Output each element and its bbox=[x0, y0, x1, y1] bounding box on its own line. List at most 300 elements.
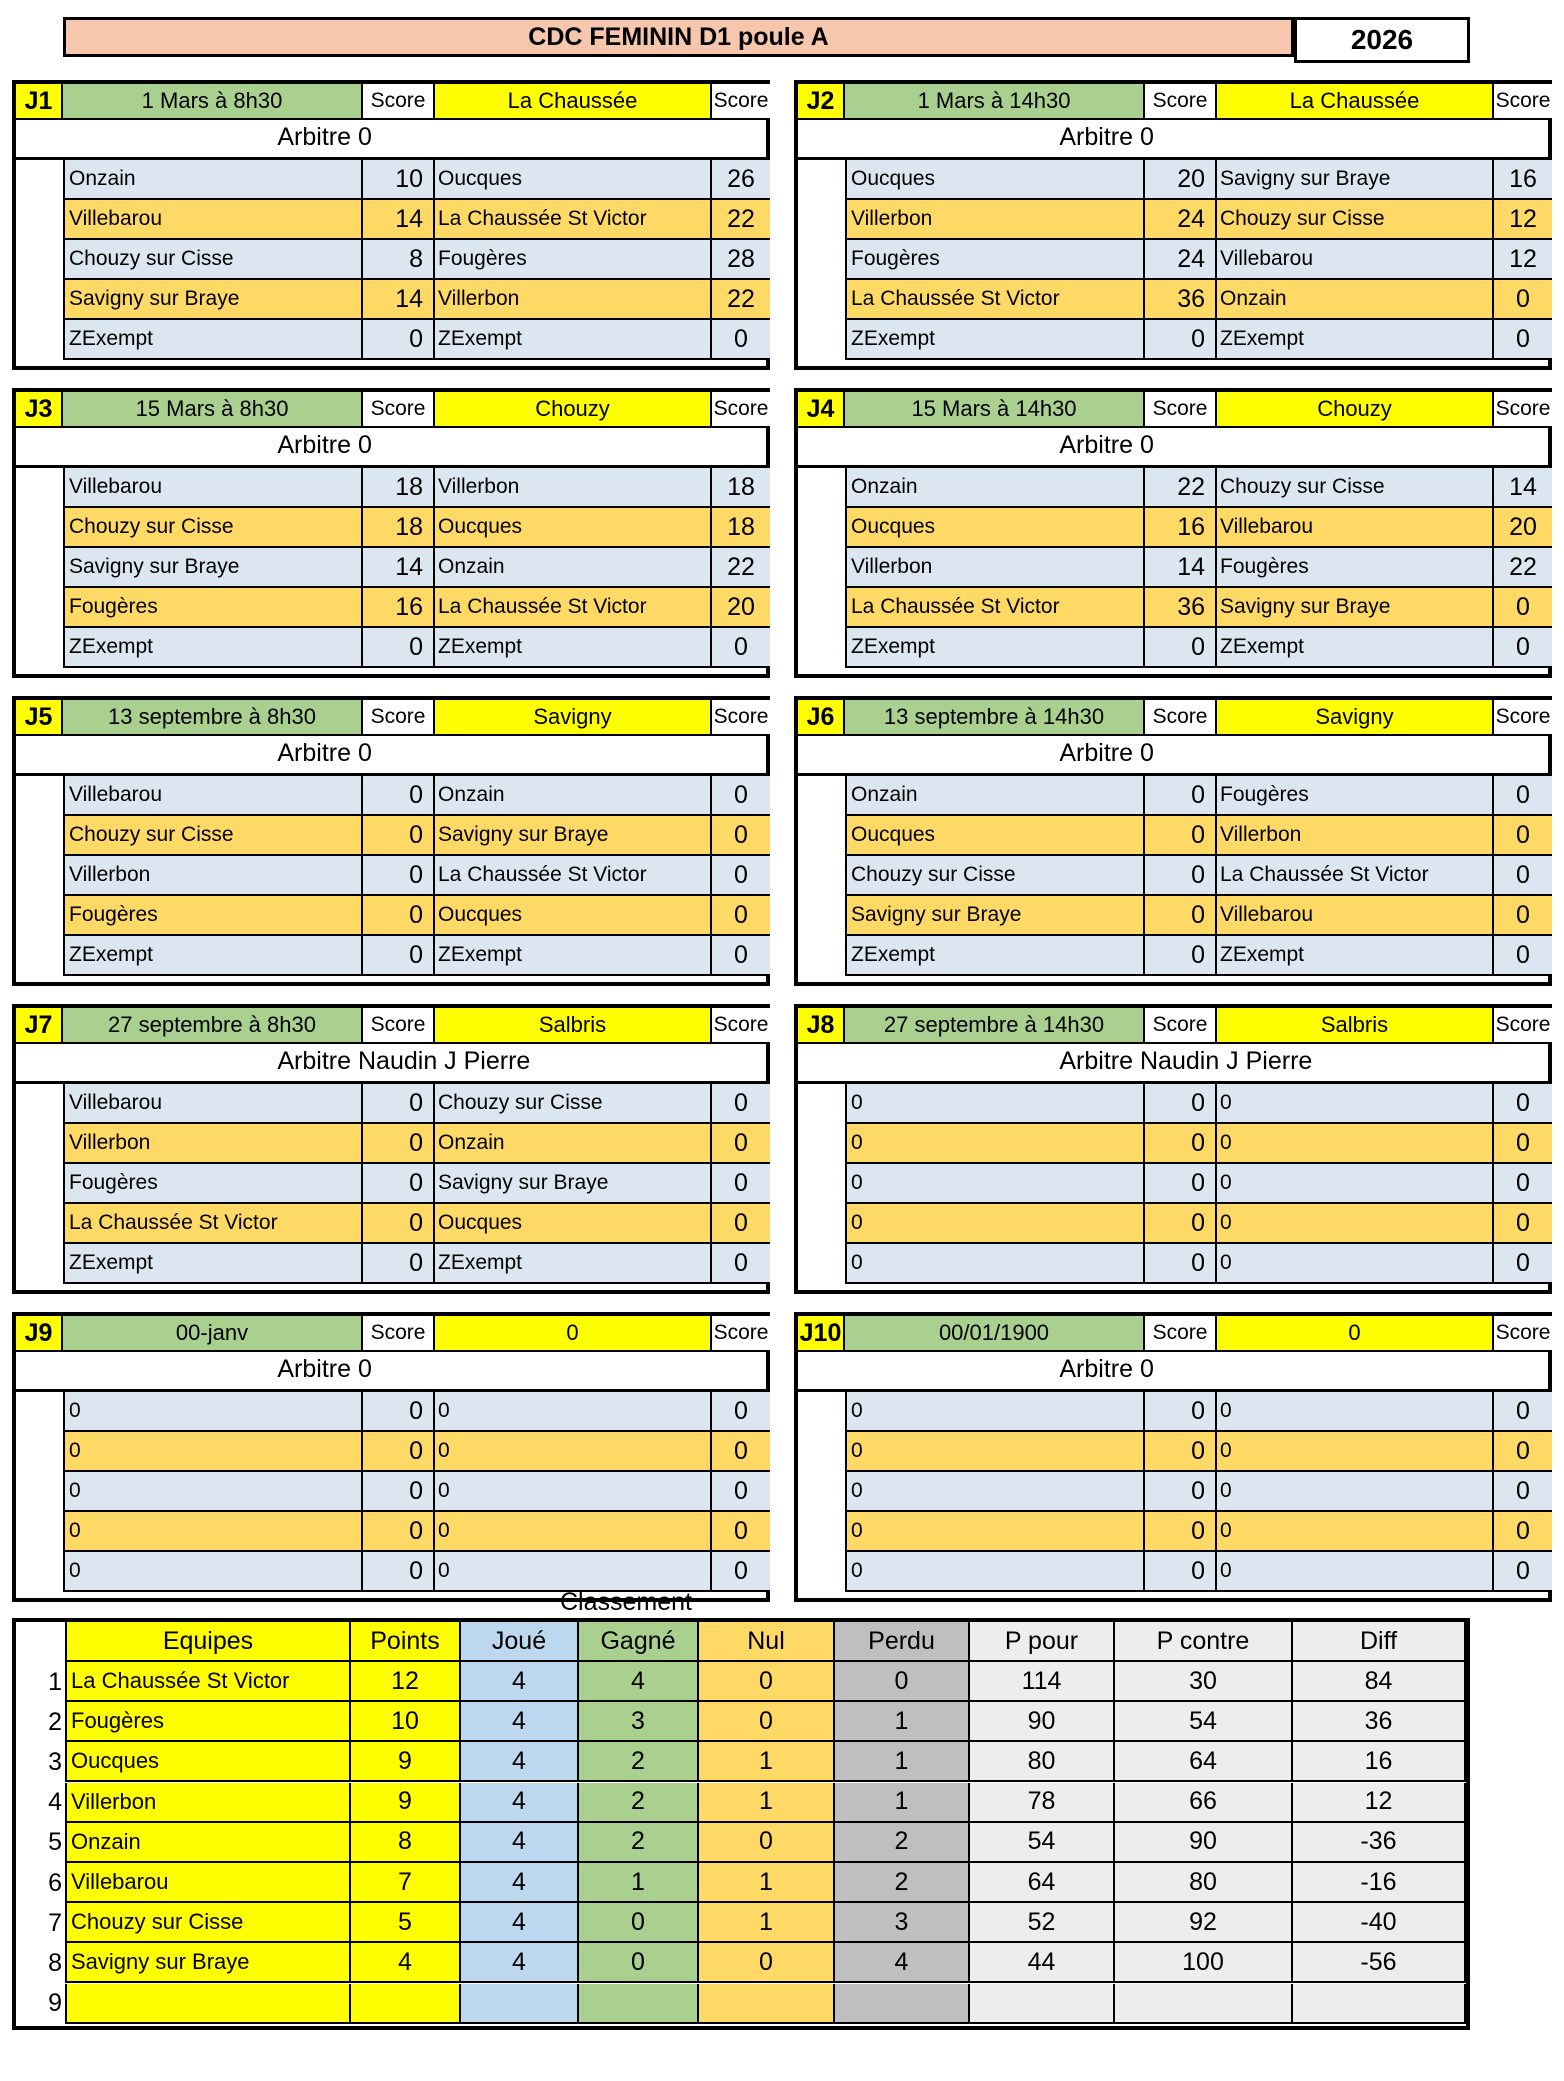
match-list bbox=[63, 776, 770, 976]
ranking-row bbox=[16, 1984, 1466, 2024]
home-team: La Chaussée St Victor bbox=[63, 1204, 363, 1242]
points-cell: 7 bbox=[351, 1863, 461, 1903]
away-team: 0 bbox=[1217, 1204, 1494, 1242]
column-header-points-for: P pour bbox=[970, 1622, 1115, 1662]
home-team: 0 bbox=[845, 1472, 1145, 1510]
match-row bbox=[845, 1124, 1552, 1164]
away-team: 0 bbox=[1217, 1392, 1494, 1430]
drawn-cell: 1 bbox=[699, 1903, 835, 1943]
won-cell: 2 bbox=[579, 1823, 699, 1863]
home-score: 0 bbox=[363, 1204, 435, 1242]
match-row bbox=[63, 508, 770, 548]
away-score: 0 bbox=[712, 1164, 770, 1202]
score-header: Score bbox=[1145, 84, 1217, 120]
match-list bbox=[845, 1084, 1552, 1284]
matchday-number: J6 bbox=[798, 700, 845, 736]
away-score: 18 bbox=[712, 468, 770, 506]
drawn-cell: 0 bbox=[699, 1662, 835, 1702]
away-team: La Chaussée St Victor bbox=[435, 200, 712, 238]
away-team: Onzain bbox=[1217, 280, 1494, 318]
home-team: 0 bbox=[845, 1432, 1145, 1470]
score-header: Score bbox=[1145, 1008, 1217, 1044]
ranking-table bbox=[12, 1618, 1470, 2030]
rank-cell: 8 bbox=[16, 1943, 67, 1983]
rank-cell: 6 bbox=[16, 1863, 67, 1903]
points-against-cell: 92 bbox=[1115, 1903, 1293, 1943]
host-venue: La Chaussée bbox=[435, 84, 712, 120]
away-team: 0 bbox=[1217, 1552, 1494, 1590]
points-for-cell: 114 bbox=[970, 1662, 1115, 1702]
ranking-row bbox=[16, 1742, 1466, 1782]
away-score: 22 bbox=[712, 280, 770, 318]
host-venue: 0 bbox=[435, 1316, 712, 1352]
drawn-cell: 0 bbox=[699, 1943, 835, 1983]
away-score: 18 bbox=[712, 508, 770, 546]
matchday-date: 1 Mars à 14h30 bbox=[845, 84, 1145, 120]
away-team: Savigny sur Braye bbox=[1217, 588, 1494, 626]
match-row bbox=[63, 240, 770, 280]
ranking-row bbox=[16, 1903, 1466, 1943]
matchday-block bbox=[12, 388, 770, 678]
home-score: 0 bbox=[1145, 1512, 1217, 1550]
points-against-cell: 30 bbox=[1115, 1662, 1293, 1702]
matchday-block bbox=[12, 1312, 770, 1602]
lost-cell: 2 bbox=[835, 1863, 970, 1903]
matchday-date: 1 Mars à 8h30 bbox=[63, 84, 363, 120]
rank-cell: 9 bbox=[16, 1984, 67, 2024]
rank-cell bbox=[16, 1622, 67, 1662]
points-for-cell: 44 bbox=[970, 1943, 1115, 1983]
points-for-cell: 64 bbox=[970, 1863, 1115, 1903]
home-score: 0 bbox=[363, 1244, 435, 1282]
match-row bbox=[63, 280, 770, 320]
away-score: 0 bbox=[1494, 588, 1552, 626]
away-team: Savigny sur Braye bbox=[435, 1164, 712, 1202]
points-against-cell: 100 bbox=[1115, 1943, 1293, 1983]
away-team: La Chaussée St Victor bbox=[435, 588, 712, 626]
referee-value: 0 bbox=[358, 431, 372, 459]
match-row bbox=[845, 896, 1552, 936]
away-team: 0 bbox=[1217, 1244, 1494, 1282]
referee-value: 0 bbox=[358, 1355, 372, 1383]
column-header-difference: Diff bbox=[1293, 1622, 1466, 1662]
match-row bbox=[63, 1472, 770, 1512]
home-team: Chouzy sur Cisse bbox=[845, 856, 1145, 894]
matchday-block bbox=[12, 1004, 770, 1294]
away-team: ZExempt bbox=[1217, 320, 1494, 358]
away-team: 0 bbox=[1217, 1124, 1494, 1162]
home-score: 0 bbox=[363, 896, 435, 934]
away-score: 0 bbox=[712, 1552, 770, 1590]
away-team: Oucques bbox=[435, 508, 712, 546]
host-venue: Salbris bbox=[435, 1008, 712, 1044]
match-row bbox=[845, 280, 1552, 320]
home-score: 0 bbox=[363, 936, 435, 974]
won-cell: 2 bbox=[579, 1783, 699, 1823]
match-row bbox=[845, 468, 1552, 508]
column-header-team-name: Equipes bbox=[67, 1622, 351, 1662]
points-for-cell bbox=[970, 1984, 1115, 2024]
match-row bbox=[845, 1552, 1552, 1592]
home-score: 18 bbox=[363, 508, 435, 546]
home-team: 0 bbox=[63, 1472, 363, 1510]
home-team: Oucques bbox=[845, 508, 1145, 546]
won-cell: 2 bbox=[579, 1742, 699, 1782]
points-against-cell: 90 bbox=[1115, 1823, 1293, 1863]
away-score: 0 bbox=[712, 320, 770, 358]
score-header: Score bbox=[712, 1316, 770, 1352]
match-row bbox=[845, 588, 1552, 628]
drawn-cell: 0 bbox=[699, 1702, 835, 1742]
host-venue: Savigny bbox=[435, 700, 712, 736]
match-row bbox=[63, 1512, 770, 1552]
home-score: 16 bbox=[1145, 508, 1217, 546]
home-team: Fougères bbox=[63, 588, 363, 626]
column-header-played: Joué bbox=[461, 1622, 579, 1662]
matchday-number: J8 bbox=[798, 1008, 845, 1044]
referee-label: Arbitre bbox=[1059, 123, 1133, 151]
away-score: 0 bbox=[1494, 1124, 1552, 1162]
lost-cell bbox=[835, 1984, 970, 2024]
referee-value: 0 bbox=[1140, 1355, 1154, 1383]
home-score: 0 bbox=[1145, 1124, 1217, 1162]
home-score: 0 bbox=[363, 1124, 435, 1162]
ranking-header-row bbox=[16, 1622, 1466, 1662]
played-cell: 4 bbox=[461, 1943, 579, 1983]
referee-value: Naudin J Pierre bbox=[358, 1047, 531, 1075]
away-team: ZExempt bbox=[435, 936, 712, 974]
difference-cell: -40 bbox=[1293, 1903, 1466, 1943]
home-team: Onzain bbox=[845, 776, 1145, 814]
ranking-row bbox=[16, 1662, 1466, 1702]
match-row bbox=[63, 468, 770, 508]
home-score: 20 bbox=[1145, 160, 1217, 198]
away-score: 28 bbox=[712, 240, 770, 278]
match-row bbox=[63, 1432, 770, 1472]
match-list bbox=[845, 776, 1552, 976]
team-name-cell: Villebarou bbox=[67, 1863, 351, 1903]
column-header-points-against: P contre bbox=[1115, 1622, 1293, 1662]
difference-cell: 16 bbox=[1293, 1742, 1466, 1782]
lost-cell: 1 bbox=[835, 1702, 970, 1742]
away-team: Savigny sur Braye bbox=[1217, 160, 1494, 198]
points-against-cell: 80 bbox=[1115, 1863, 1293, 1903]
rank-cell: 4 bbox=[16, 1783, 67, 1823]
home-team: 0 bbox=[845, 1084, 1145, 1122]
lost-cell: 3 bbox=[835, 1903, 970, 1943]
home-team: Savigny sur Braye bbox=[63, 548, 363, 586]
home-score: 16 bbox=[363, 588, 435, 626]
home-team: Onzain bbox=[63, 160, 363, 198]
away-score: 22 bbox=[712, 548, 770, 586]
won-cell: 0 bbox=[579, 1943, 699, 1983]
rank-cell: 3 bbox=[16, 1742, 67, 1782]
away-team: Oucques bbox=[435, 160, 712, 198]
ranking-row bbox=[16, 1943, 1466, 1983]
points-for-cell: 90 bbox=[970, 1702, 1115, 1742]
home-score: 14 bbox=[363, 280, 435, 318]
matchday-block bbox=[794, 1312, 1552, 1602]
referee-value: 0 bbox=[1140, 431, 1154, 459]
referee-label: Arbitre bbox=[277, 1047, 351, 1075]
away-team: Fougères bbox=[435, 240, 712, 278]
home-score: 14 bbox=[363, 548, 435, 586]
match-row bbox=[63, 628, 770, 668]
difference-cell bbox=[1293, 1984, 1466, 2024]
away-score: 0 bbox=[712, 628, 770, 666]
referee-row bbox=[16, 120, 770, 160]
match-row bbox=[63, 320, 770, 360]
home-team: Oucques bbox=[845, 160, 1145, 198]
away-score: 16 bbox=[1494, 160, 1552, 198]
lost-cell: 4 bbox=[835, 1943, 970, 1983]
match-row bbox=[845, 320, 1552, 360]
away-team: La Chaussée St Victor bbox=[1217, 856, 1494, 894]
home-team: 0 bbox=[63, 1552, 363, 1590]
away-team: 0 bbox=[1217, 1164, 1494, 1202]
ranking-row bbox=[16, 1863, 1466, 1903]
home-score: 0 bbox=[1145, 1552, 1217, 1590]
home-team: Fougères bbox=[63, 896, 363, 934]
difference-cell: -16 bbox=[1293, 1863, 1466, 1903]
matchday-date: 13 septembre à 14h30 bbox=[845, 700, 1145, 736]
referee-label: Arbitre bbox=[1059, 431, 1133, 459]
points-cell: 5 bbox=[351, 1903, 461, 1943]
match-row bbox=[845, 240, 1552, 280]
match-list bbox=[63, 160, 770, 360]
points-cell: 9 bbox=[351, 1783, 461, 1823]
away-team: Villebarou bbox=[1217, 508, 1494, 546]
away-score: 0 bbox=[1494, 280, 1552, 318]
referee-value: 0 bbox=[358, 123, 372, 151]
away-score: 0 bbox=[712, 1124, 770, 1162]
match-row bbox=[845, 1432, 1552, 1472]
points-for-cell: 80 bbox=[970, 1742, 1115, 1782]
points-for-cell: 54 bbox=[970, 1823, 1115, 1863]
score-header: Score bbox=[1494, 700, 1552, 736]
home-score: 24 bbox=[1145, 240, 1217, 278]
rank-cell: 5 bbox=[16, 1823, 67, 1863]
matchday-date: 00-janv bbox=[63, 1316, 363, 1352]
home-team: Villerbon bbox=[845, 548, 1145, 586]
home-team: Fougères bbox=[845, 240, 1145, 278]
away-team: 0 bbox=[435, 1432, 712, 1470]
points-against-cell: 66 bbox=[1115, 1783, 1293, 1823]
away-team: 0 bbox=[435, 1392, 712, 1430]
referee-label: Arbitre bbox=[277, 431, 351, 459]
home-team: 0 bbox=[845, 1204, 1145, 1242]
match-row bbox=[845, 1084, 1552, 1124]
score-header: Score bbox=[712, 700, 770, 736]
played-cell: 4 bbox=[461, 1702, 579, 1742]
home-score: 14 bbox=[363, 200, 435, 238]
away-score: 0 bbox=[712, 1512, 770, 1550]
away-team: Villebarou bbox=[1217, 240, 1494, 278]
referee-value: 0 bbox=[358, 739, 372, 767]
away-team: Onzain bbox=[435, 1124, 712, 1162]
away-team: Chouzy sur Cisse bbox=[1217, 468, 1494, 506]
home-team: ZExempt bbox=[845, 320, 1145, 358]
won-cell: 0 bbox=[579, 1903, 699, 1943]
away-team: Chouzy sur Cisse bbox=[435, 1084, 712, 1122]
score-header: Score bbox=[1145, 1316, 1217, 1352]
points-cell: 10 bbox=[351, 1702, 461, 1742]
away-score: 0 bbox=[712, 816, 770, 854]
match-list bbox=[63, 468, 770, 668]
rank-cell: 1 bbox=[16, 1662, 67, 1702]
match-row bbox=[845, 1204, 1552, 1244]
score-header: Score bbox=[712, 84, 770, 120]
away-team: 0 bbox=[435, 1512, 712, 1550]
away-team: Onzain bbox=[435, 548, 712, 586]
lost-cell: 2 bbox=[835, 1823, 970, 1863]
played-cell: 4 bbox=[461, 1662, 579, 1702]
home-team: 0 bbox=[845, 1164, 1145, 1202]
home-score: 36 bbox=[1145, 280, 1217, 318]
away-score: 0 bbox=[1494, 896, 1552, 934]
rank-cell: 7 bbox=[16, 1903, 67, 1943]
score-header: Score bbox=[1494, 1316, 1552, 1352]
home-score: 0 bbox=[363, 628, 435, 666]
match-row bbox=[63, 588, 770, 628]
lost-cell: 1 bbox=[835, 1742, 970, 1782]
team-name-cell: Savigny sur Braye bbox=[67, 1943, 351, 1983]
home-team: 0 bbox=[845, 1552, 1145, 1590]
team-name-cell: Onzain bbox=[67, 1823, 351, 1863]
away-score: 14 bbox=[1494, 468, 1552, 506]
away-score: 0 bbox=[1494, 1472, 1552, 1510]
match-row bbox=[845, 936, 1552, 976]
home-score: 0 bbox=[1145, 628, 1217, 666]
ranking-row bbox=[16, 1783, 1466, 1823]
home-score: 0 bbox=[363, 816, 435, 854]
away-team: ZExempt bbox=[435, 628, 712, 666]
season-year: 2026 bbox=[1294, 17, 1470, 63]
home-score: 22 bbox=[1145, 468, 1217, 506]
away-score: 0 bbox=[712, 1392, 770, 1430]
match-row bbox=[845, 1244, 1552, 1284]
referee-label: Arbitre bbox=[277, 123, 351, 151]
home-score: 0 bbox=[363, 1164, 435, 1202]
match-list bbox=[845, 160, 1552, 360]
away-score: 0 bbox=[1494, 1552, 1552, 1590]
away-score: 0 bbox=[1494, 1432, 1552, 1470]
match-row bbox=[63, 936, 770, 976]
away-team: 0 bbox=[1217, 1472, 1494, 1510]
match-row bbox=[63, 548, 770, 588]
match-list bbox=[63, 1392, 770, 1592]
away-score: 0 bbox=[1494, 1204, 1552, 1242]
score-header: Score bbox=[1494, 1008, 1552, 1044]
referee-row bbox=[798, 736, 1552, 776]
home-score: 0 bbox=[363, 856, 435, 894]
home-team: ZExempt bbox=[845, 936, 1145, 974]
score-header: Score bbox=[363, 700, 435, 736]
points-cell: 8 bbox=[351, 1823, 461, 1863]
away-team: Villerbon bbox=[435, 468, 712, 506]
away-score: 12 bbox=[1494, 240, 1552, 278]
matchday-number: J9 bbox=[16, 1316, 63, 1352]
won-cell: 3 bbox=[579, 1702, 699, 1742]
away-score: 0 bbox=[712, 936, 770, 974]
matchday-block bbox=[12, 696, 770, 986]
home-team: La Chaussée St Victor bbox=[845, 280, 1145, 318]
home-score: 36 bbox=[1145, 588, 1217, 626]
referee-value: 0 bbox=[1140, 739, 1154, 767]
matchday-number: J1 bbox=[16, 84, 63, 120]
match-row bbox=[63, 1244, 770, 1284]
away-score: 26 bbox=[712, 160, 770, 198]
away-score: 0 bbox=[1494, 856, 1552, 894]
home-score: 0 bbox=[363, 1084, 435, 1122]
match-row bbox=[845, 628, 1552, 668]
away-score: 0 bbox=[712, 1432, 770, 1470]
home-score: 0 bbox=[1145, 1164, 1217, 1202]
points-for-cell: 78 bbox=[970, 1783, 1115, 1823]
match-row bbox=[845, 1472, 1552, 1512]
match-row bbox=[63, 1124, 770, 1164]
home-score: 0 bbox=[363, 1552, 435, 1590]
rank-cell: 2 bbox=[16, 1702, 67, 1742]
away-team: ZExempt bbox=[1217, 936, 1494, 974]
match-row bbox=[63, 1392, 770, 1432]
page-title: CDC FEMININ D1 poule A bbox=[63, 17, 1294, 57]
home-score: 0 bbox=[363, 1472, 435, 1510]
away-team: ZExempt bbox=[1217, 628, 1494, 666]
matchday-date: 27 septembre à 8h30 bbox=[63, 1008, 363, 1044]
referee-row bbox=[16, 428, 770, 468]
match-row bbox=[63, 1204, 770, 1244]
matchday-block bbox=[12, 80, 770, 370]
home-score: 18 bbox=[363, 468, 435, 506]
team-name-cell: Chouzy sur Cisse bbox=[67, 1903, 351, 1943]
home-team: 0 bbox=[63, 1512, 363, 1550]
referee-row bbox=[16, 736, 770, 776]
referee-label: Arbitre bbox=[277, 739, 351, 767]
referee-label: Arbitre bbox=[1059, 739, 1133, 767]
referee-row bbox=[798, 120, 1552, 160]
home-team: Fougères bbox=[63, 1164, 363, 1202]
away-team: Villerbon bbox=[435, 280, 712, 318]
away-score: 12 bbox=[1494, 200, 1552, 238]
referee-value: Naudin J Pierre bbox=[1140, 1047, 1313, 1075]
points-for-cell: 52 bbox=[970, 1903, 1115, 1943]
match-row bbox=[845, 776, 1552, 816]
won-cell bbox=[579, 1984, 699, 2024]
match-row bbox=[845, 1392, 1552, 1432]
host-venue: Savigny bbox=[1217, 700, 1494, 736]
matchday-date: 00/01/1900 bbox=[845, 1316, 1145, 1352]
referee-row bbox=[798, 428, 1552, 468]
score-header: Score bbox=[712, 1008, 770, 1044]
match-row bbox=[845, 1164, 1552, 1204]
away-score: 0 bbox=[712, 1472, 770, 1510]
home-team: ZExempt bbox=[63, 1244, 363, 1282]
home-score: 0 bbox=[363, 1512, 435, 1550]
team-name-cell: La Chaussée St Victor bbox=[67, 1662, 351, 1702]
points-cell: 12 bbox=[351, 1662, 461, 1702]
away-team: 0 bbox=[1217, 1084, 1494, 1122]
match-row bbox=[63, 160, 770, 200]
away-score: 0 bbox=[1494, 1164, 1552, 1202]
played-cell: 4 bbox=[461, 1863, 579, 1903]
home-score: 24 bbox=[1145, 200, 1217, 238]
team-name-cell: Oucques bbox=[67, 1742, 351, 1782]
match-row bbox=[845, 508, 1552, 548]
score-header: Score bbox=[1494, 392, 1552, 428]
score-header: Score bbox=[363, 392, 435, 428]
away-score: 0 bbox=[1494, 628, 1552, 666]
